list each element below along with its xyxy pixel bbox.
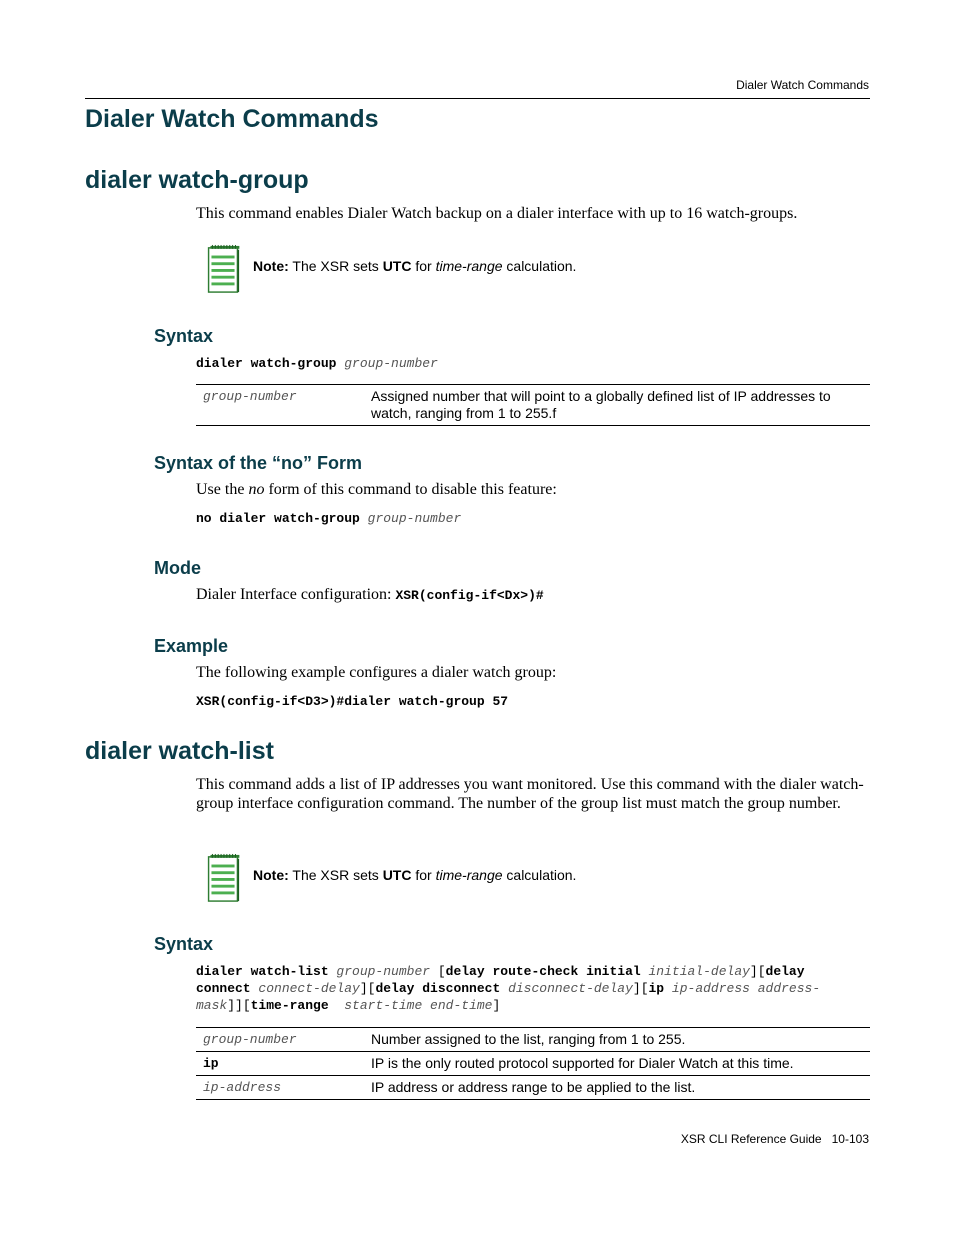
chapter-title: Dialer Watch Commands — [85, 105, 379, 133]
mode-text: Dialer Interface configuration: XSR(config-if<Dx>)# — [196, 586, 544, 603]
param-desc: Number assigned to the list, ranging from 1 to 255. — [371, 1031, 686, 1047]
note-utc: UTC — [382, 867, 412, 883]
command-keyword: dialer watch-group — [196, 356, 337, 371]
note-watch-group — [253, 258, 576, 274]
table-row — [196, 1052, 870, 1076]
table-row — [196, 385, 870, 426]
param-desc: IP address or address range to be applied to the list. — [371, 1079, 696, 1095]
syntax-heading: Syntax — [154, 934, 214, 954]
param-table-watch-group — [196, 384, 870, 426]
syntax-command — [196, 355, 438, 372]
no-form-text: Use the no form of this command to disable this feature: — [196, 481, 557, 498]
section-title-watch-group: dialer watch-group — [85, 166, 309, 194]
note-time-range: time-range — [435, 867, 503, 883]
command-param: group-number — [367, 511, 462, 526]
table-row — [196, 1076, 870, 1100]
example-heading: Example — [154, 636, 229, 656]
param-name: ip — [203, 1056, 219, 1071]
syntax-command-line: mask]][time-range start-time end-time] — [196, 998, 501, 1013]
note-label: Note: — [253, 258, 289, 274]
no-form-command — [196, 510, 461, 527]
mode-heading: Mode — [154, 558, 201, 578]
param-name: ip-address — [203, 1080, 282, 1095]
page-footer — [681, 1132, 869, 1146]
section-intro-watch-group: This command enables Dialer Watch backup on a dialer interface with up to 16 watch-groups. — [196, 205, 798, 222]
note-text: for — [411, 867, 436, 883]
section-title-watch-list: dialer watch-list — [85, 737, 274, 765]
note-icon — [206, 853, 240, 908]
command-param: group-number — [344, 356, 438, 371]
syntax-heading: Syntax — [154, 326, 214, 346]
note-text: The XSR sets — [288, 867, 383, 883]
note-watch-list — [253, 867, 576, 883]
page-number: 10-103 — [831, 1132, 869, 1146]
note-text: calculation. — [502, 258, 577, 274]
header-rule — [85, 98, 870, 99]
note-label: Note: — [253, 867, 289, 883]
note-icon — [206, 244, 240, 299]
note-time-range: time-range — [435, 258, 503, 274]
example-command: XSR(config-if<D3>)#dialer watch-group 57 — [196, 694, 509, 709]
table-row — [196, 1028, 870, 1052]
note-text: calculation. — [502, 867, 577, 883]
command-keyword: no dialer watch-group — [196, 511, 360, 526]
param-desc: IP is the only routed protocol supported for Dialer Watch at this time. — [371, 1055, 794, 1071]
param-name: group-number — [203, 389, 297, 404]
note-utc: UTC — [382, 258, 412, 274]
note-text: The XSR sets — [288, 258, 383, 274]
footer-guide: XSR CLI Reference Guide — [680, 1132, 822, 1146]
mode-prompt: XSR(config-if<Dx>)# — [395, 588, 544, 603]
section-intro-watch-list: This command adds a list of IP addresses you want monitored. Use this command with the dialer watch-group interface configuration command. The number of the group list must match the group number. — [196, 776, 864, 812]
param-name: group-number — [203, 1032, 297, 1047]
param-desc: Assigned number that will point to a globally defined list of IP addresses to watch, ranging from 1 to 255.f — [371, 388, 831, 421]
example-text: The following example configures a dialer watch group: — [196, 664, 557, 681]
running-header: Dialer Watch Commands — [736, 78, 869, 92]
note-text: for — [411, 258, 436, 274]
param-table-watch-list — [196, 1027, 870, 1100]
no-form-heading: Syntax of the “no” Form — [154, 453, 363, 473]
syntax-command-line: connect connect-delay][delay disconnect disconnect-delay][ip ip-address address- — [196, 981, 821, 996]
syntax-command-line: dialer watch-list group-number [delay route-check initial initial-delay][delay — [196, 964, 805, 979]
